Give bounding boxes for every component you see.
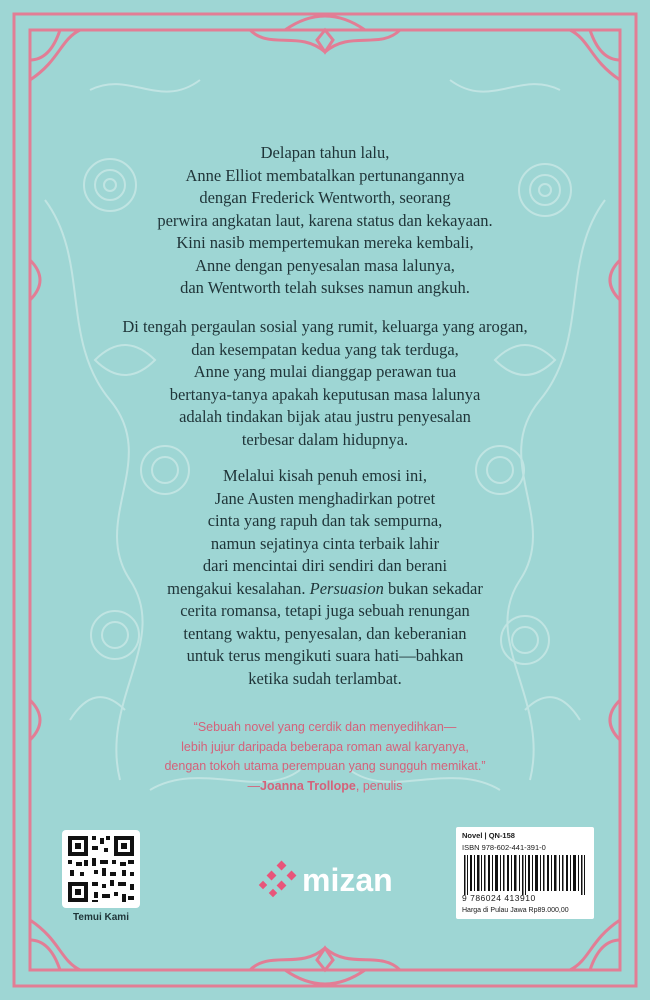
qr-label: Temui Kami	[73, 912, 129, 923]
blurb-line: dan Wentworth telah sukses namun angkuh.	[180, 278, 470, 297]
barcode-digits: 9 786024 413910	[462, 893, 536, 903]
blurb-line: dari mencintai diri sendiri dan berani	[202, 556, 448, 575]
qr-code[interactable]	[62, 830, 140, 908]
blurb-line: adalah tindakan bijak atau justru penyesalan	[179, 407, 471, 426]
attribution-dash: —	[247, 778, 261, 793]
quote-line: “Sebuah novel yang cerdik dan menyedihkan—	[193, 720, 457, 734]
blurb-line: dan kesempatan kedua yang tak terduga,	[191, 339, 459, 359]
blurb-line-with-title	[80, 578, 570, 601]
blurb-line: untuk terus mengikuti suara hati—bahkan	[186, 646, 464, 665]
blurb-line: ketika sudah terlambat.	[248, 668, 402, 688]
blurb-line: Anne dengan penyesalan masa lalunya,	[195, 255, 455, 275]
blurb-line: dengan Frederick Wentworth, seorang	[199, 188, 451, 207]
blurb-line: cinta yang rapuh dan tak sempurna,	[207, 511, 443, 530]
barcode-bars-icon	[462, 855, 588, 895]
isbn-barcode	[456, 827, 594, 919]
blurb-line: perwira angkatan laut, karena status dan kekayaan.	[157, 210, 493, 230]
isbn-number: ISBN 978-602-441-391-0	[462, 843, 546, 852]
blurb-line: Jane Austen menghadirkan potret	[214, 488, 436, 508]
blurb-line: Anne Elliot membatalkan pertunangannya	[185, 165, 465, 185]
blurb-line: namun sejatinya cinta terbaik lahir	[210, 533, 440, 553]
quote-line: lebih jujur daripada beberapa roman awal karyanya,	[181, 739, 469, 754]
blurb-line: Anne yang mulai dianggap perawan tua	[193, 362, 457, 381]
blurb-paragraph-2	[80, 316, 570, 451]
qr-code-icon	[62, 830, 140, 908]
quote-attribution	[120, 777, 530, 797]
blurb-text: mengakui kesalahan.	[167, 578, 310, 598]
publisher-name: mizan	[302, 862, 393, 898]
blurb-line: tentang waktu, penyesalan, dan keberanian	[183, 623, 467, 643]
blurb-line: Delapan tahun lalu,	[260, 143, 390, 162]
blurb-line: cerita romansa, tetapi juga sebuah renungan	[180, 601, 470, 620]
blurb-line: bertanya-tanya apakah keputusan masa lalunya	[169, 384, 481, 404]
blurb-line: Kini nasib mempertemukan mereka kembali,	[176, 233, 474, 252]
quote-author-role: , penulis	[355, 778, 403, 793]
blurb-line: Di tengah pergaulan sosial yang rumit, keluarga yang arogan,	[122, 317, 528, 336]
blurb-line: terbesar dalam hidupnya.	[241, 429, 409, 449]
blurb-text: bukan sekadar	[383, 578, 483, 598]
book-category: Novel | QN-158	[462, 831, 515, 840]
blurb-paragraph-1	[80, 142, 570, 300]
price-label: Harga di Pulau Jawa Rp89.000,00	[462, 907, 569, 914]
book-title-italic: Persuasion	[309, 578, 384, 598]
blurb-line: Melalui kisah penuh emosi ini,	[223, 466, 427, 485]
endorsement-quote	[120, 718, 530, 796]
quote-author: Joanna Trollope	[260, 778, 356, 793]
blurb-paragraph-3	[80, 465, 570, 690]
quote-line: dengan tokoh utama perempuan yang sungguh memikat.”	[164, 759, 486, 773]
